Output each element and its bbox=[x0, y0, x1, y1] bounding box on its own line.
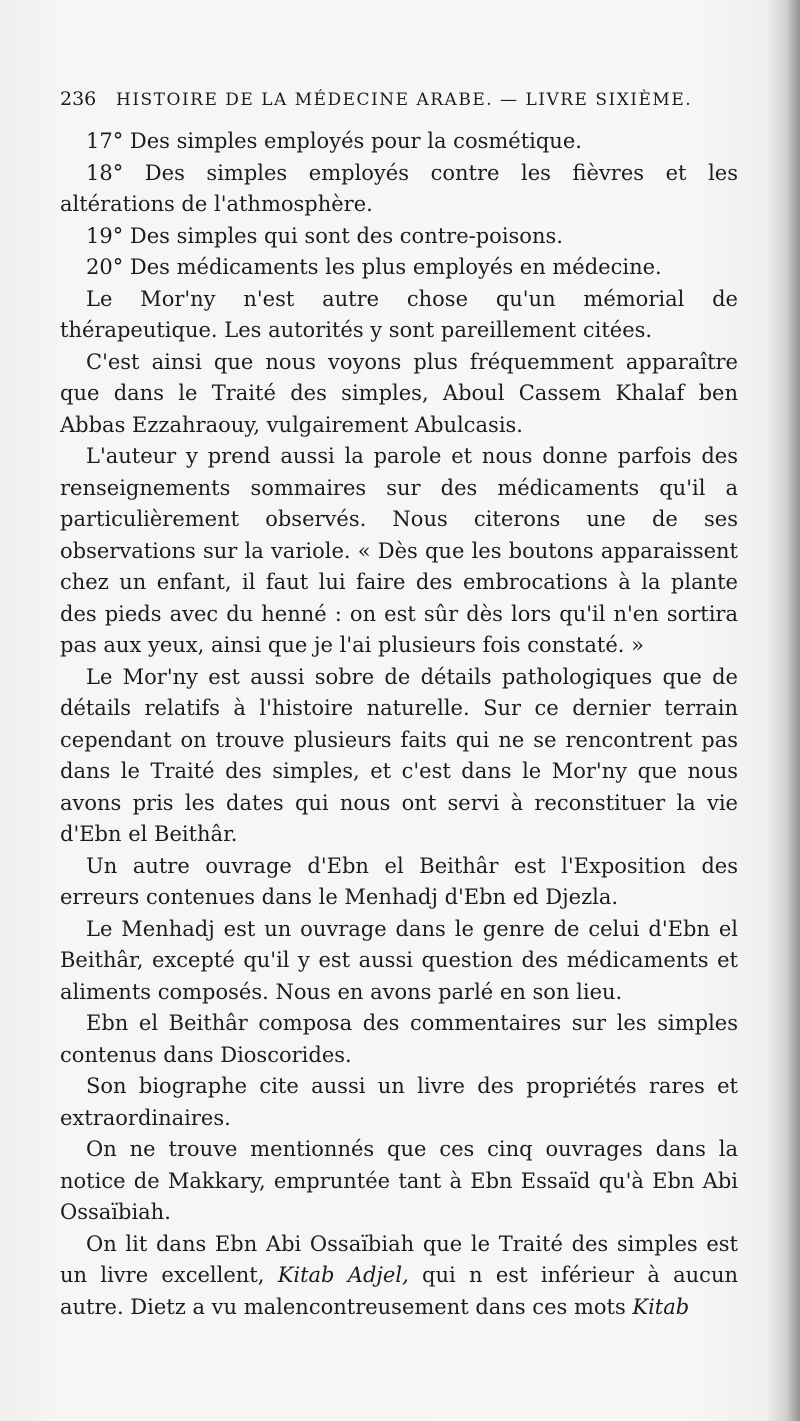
paragraph-morny-details: Le Mor'ny est aussi sobre de détails pathologiques que de détails relatifs à l'histoire naturelle. Sur ce dernier terrain cependant on trouve plusieurs faits qui ne se rencontrent pas dans le Traité des simples, et c'est dans le Mor'ny que nous avons pris les dates qui nous ont servi à reconstituer la vie d'Ebn el Beithâr. bbox=[60, 664, 738, 846]
paragraph-morny-memorial: Le Mor'ny n'est autre chose qu'un mémorial de thérapeutique. Les autorités y sont pareillement citées. bbox=[60, 286, 738, 342]
paragraph-item-20: 20° Des médicaments les plus employés en médecine. bbox=[86, 255, 662, 279]
text-segment: qui n est inférieur à aucun autre. Dietz a vu malencontreusement dans ces mots bbox=[60, 1263, 738, 1319]
page-edge-shadow bbox=[766, 0, 800, 1421]
paragraph-variole: L'auteur y prend aussi la parole et nous donne parfois des renseignements sommaires sur des médicaments qu'il a particulièrement observés. Nous citerons une de ses observations sur la variole. « Dès que les boutons apparaissent chez un enfant, il faut lui faire des embrocations à la plante des pieds avec du henné : on est sûr dès lors qu'il n'en sortira pas aux yeux, ainsi que je l'ai plusieurs fois constaté. » bbox=[60, 444, 738, 657]
paragraph-proprietes: Son biographe cite aussi un livre des propriétés rares et extraordinaires. bbox=[60, 1074, 738, 1130]
running-header bbox=[60, 88, 750, 112]
text-segment: On lit dans Ebn Abi Ossaïbiah que le Traité des simples est un livre excellent, bbox=[60, 1231, 738, 1287]
italic-title: Kitab bbox=[632, 1294, 690, 1319]
body-text bbox=[60, 126, 738, 1323]
paragraph-kitab-adjel bbox=[60, 1229, 738, 1324]
paragraph-abulcasis: C'est ainsi que nous voyons plus fréquemment apparaître que dans le Traité des simples, Aboul Cassem Khalaf ben Abbas Ezzahraouy, vulgairement Abulcasis. bbox=[60, 349, 738, 437]
paragraph-item-19: 19° Des simples qui sont des contre-poisons. bbox=[86, 223, 563, 248]
paragraph-exposition: Un autre ouvrage d'Ebn el Beithâr est l'Exposition des erreurs contenues dans le Menhadj d'Ebn ed Djezla. bbox=[60, 853, 738, 909]
running-title: HISTOIRE DE LA MÉDECINE ARABE. — LIVRE SIXIÈME. bbox=[116, 90, 693, 110]
italic-title: Kitab Adjel, bbox=[277, 1263, 409, 1287]
paragraph-menhadj: Le Menhadj est un ouvrage dans le genre de celui d'Ebn el Beithâr, excepté qu'il y est aussi question des médicaments et aliments composés. Nous en avons parlé en son lieu. bbox=[60, 916, 738, 1004]
paragraph-dioscorides: Ebn el Beithâr composa des commentaires sur les simples contenus dans Dioscorides. bbox=[60, 1011, 738, 1067]
paragraph-item-18: 18° Des simples employés contre les fièvres et les altérations de l'athmosphère. bbox=[60, 160, 738, 216]
paragraph-makkary: On ne trouve mentionnés que ces cinq ouvrages dans la notice de Makkary, empruntée tant à Ebn Essaïd qu'à Ebn Abi Ossaïbiah. bbox=[60, 1137, 738, 1224]
page-number: 236 bbox=[60, 88, 97, 110]
paragraph-item-17: 17° Des simples employés pour la cosmétique. bbox=[86, 129, 582, 153]
